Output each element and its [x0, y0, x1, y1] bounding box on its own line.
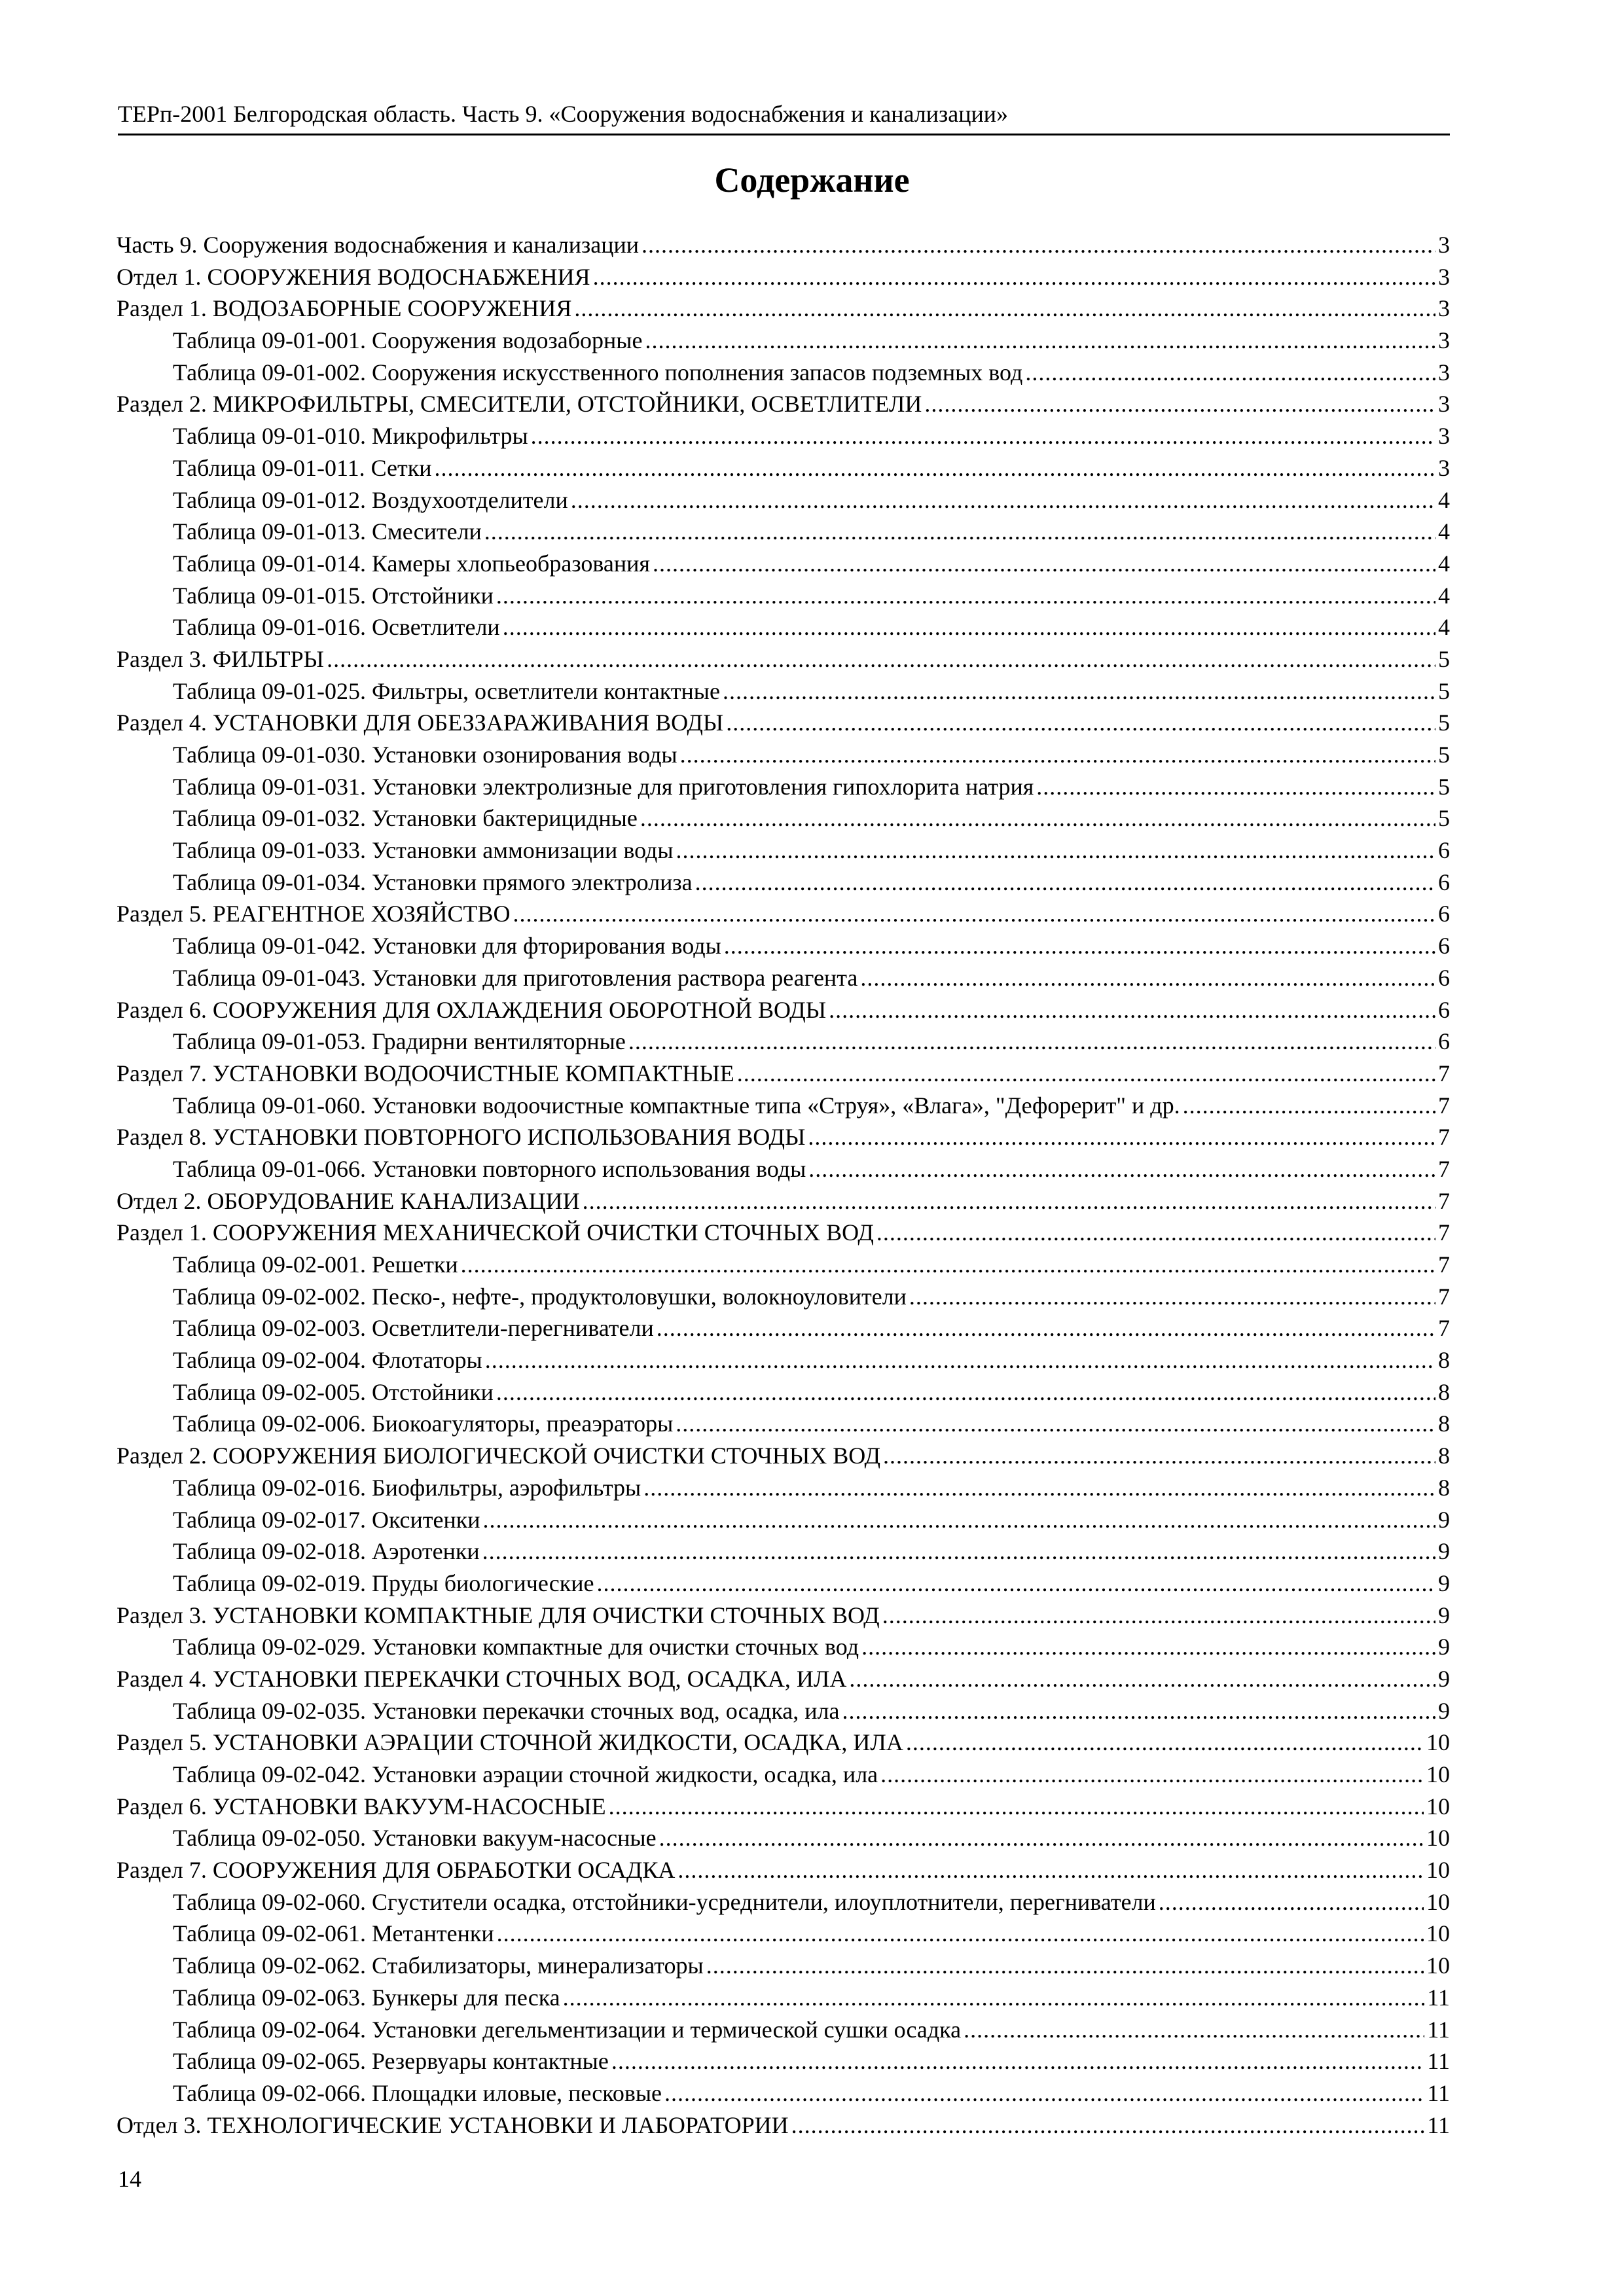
- toc-entry-table[interactable]: [117, 1759, 1450, 1791]
- toc-entry-title: Таблица 09-01-042. Установки для фторирования воды: [173, 933, 721, 960]
- toc-entry-table[interactable]: [117, 548, 1450, 580]
- toc-leader-dots: [723, 675, 1435, 708]
- toc-leader-dots: [737, 1058, 1435, 1090]
- toc-entry-page: 9: [1438, 1570, 1450, 1596]
- toc-entry-title: Раздел 1. ВОДОЗАБОРНЫЕ СООРУЖЕНИЯ: [117, 295, 572, 322]
- toc-entry-page: 10: [1426, 1888, 1450, 1915]
- toc-entry-table[interactable]: [117, 2014, 1450, 2046]
- toc-entry-section[interactable]: [117, 1121, 1450, 1153]
- toc-entry-page: 5: [1438, 773, 1450, 800]
- toc-leader-dots: [706, 1950, 1424, 1982]
- toc-entry-page: 11: [1427, 2016, 1450, 2043]
- toc-entry-page: 7: [1438, 1060, 1450, 1086]
- toc-leader-dots: [643, 1472, 1435, 1504]
- toc-leader-dots: [849, 1663, 1435, 1695]
- toc-entry-page: 8: [1438, 1443, 1450, 1469]
- toc-leader-dots: [726, 707, 1435, 739]
- toc-entry-section[interactable]: [117, 229, 1450, 261]
- toc-leader-dots: [435, 452, 1435, 484]
- toc-entry-section[interactable]: [117, 1217, 1450, 1249]
- toc-leader-dots: [906, 1727, 1424, 1759]
- toc-leader-dots: [583, 1185, 1435, 1217]
- toc-leader-dots: [829, 994, 1435, 1026]
- toc-entry-page: 5: [1438, 709, 1450, 736]
- toc-entry-page: 11: [1427, 2079, 1450, 2106]
- toc-leader-dots: [659, 1822, 1424, 1854]
- toc-entry-page: 8: [1438, 1347, 1450, 1374]
- toc-entry-title: Таблица 09-01-043. Установки для приготовления раствора реагента: [173, 964, 858, 991]
- toc-leader-dots: [513, 898, 1435, 930]
- toc-entry-table[interactable]: [117, 1408, 1450, 1440]
- toc-entry-section[interactable]: [117, 2109, 1450, 2142]
- toc-entry-title: Таблица 09-02-001. Решетки: [173, 1251, 458, 1278]
- toc-entry-title: Таблица 09-01-002. Сооружения искусственного пополнения запасов подземных вод: [173, 359, 1023, 386]
- toc-leader-dots: [628, 1026, 1435, 1058]
- toc-entry-title: Таблица 09-02-016. Биофильтры, аэрофильтры: [173, 1474, 641, 1501]
- toc-entry-page: 9: [1438, 1665, 1450, 1692]
- toc-leader-dots: [695, 867, 1435, 899]
- toc-entry-page: 10: [1426, 1952, 1450, 1979]
- toc-entry-page: 9: [1438, 1538, 1450, 1565]
- toc-leader-dots: [964, 2014, 1424, 2046]
- toc-entry-title: Таблица 09-02-003. Осветлители-перегниватели: [173, 1315, 654, 1342]
- toc-leader-dots: [503, 611, 1435, 643]
- toc-entry-page: 8: [1438, 1378, 1450, 1405]
- toc-leader-dots: [531, 420, 1435, 452]
- toc-leader-dots: [842, 1695, 1435, 1727]
- toc-entry-title: Таблица 09-01-034. Установки прямого электролиза: [173, 869, 693, 895]
- toc-entry-title: Таблица 09-01-001. Сооружения водозаборные: [173, 327, 643, 354]
- toc-leader-dots: [1036, 771, 1435, 803]
- toc-entry-section[interactable]: [117, 707, 1450, 739]
- toc-leader-dots: [676, 834, 1435, 867]
- toc-entry-title: Таблица 09-02-050. Установки вакуум-насосные: [173, 1825, 657, 1852]
- toc-leader-dots: [497, 1918, 1424, 1950]
- toc-entry-table[interactable]: [117, 2045, 1450, 2077]
- toc-entry-page: 4: [1438, 486, 1450, 513]
- toc-entry-title: Таблица 09-02-002. Песко-, нефте-, продуктоловушки, волокноуловители: [173, 1283, 907, 1310]
- toc-leader-dots: [641, 229, 1435, 261]
- toc-entry-table[interactable]: [117, 675, 1450, 708]
- toc-entry-title: Таблица 09-01-012. Воздухоотделители: [173, 486, 568, 513]
- toc-entry-table[interactable]: [117, 739, 1450, 771]
- toc-entry-title: Раздел 3. УСТАНОВКИ КОМПАКТНЫЕ ДЛЯ ОЧИСТКИ СТОЧНЫХ ВОД: [117, 1602, 880, 1628]
- toc-entry-table[interactable]: [117, 611, 1450, 643]
- toc-entry-section[interactable]: [117, 388, 1450, 420]
- toc-entry-title: Таблица 09-02-019. Пруды биологические: [173, 1570, 594, 1596]
- toc-entry-page: 7: [1438, 1092, 1450, 1119]
- toc-leader-dots: [485, 1344, 1435, 1376]
- toc-entry-title: Отдел 3. ТЕХНОЛОГИЧЕСКИЕ УСТАНОВКИ И ЛАБОРАТОРИИ: [117, 2111, 789, 2138]
- toc-entry-page: 6: [1438, 837, 1450, 864]
- toc-leader-dots: [1159, 1886, 1424, 1918]
- table-of-contents: [117, 229, 1450, 2141]
- toc-entry-table[interactable]: [117, 867, 1450, 899]
- toc-entry-page: 7: [1438, 1124, 1450, 1151]
- page-number: 14: [118, 2166, 141, 2192]
- toc-leader-dots: [677, 1854, 1424, 1886]
- toc-entry-table[interactable]: [117, 1886, 1450, 1918]
- toc-leader-dots: [861, 1631, 1435, 1663]
- toc-entry-title: Таблица 09-02-005. Отстойники: [173, 1378, 494, 1405]
- toc-entry-table[interactable]: [117, 516, 1450, 548]
- toc-entry-page: 6: [1438, 996, 1450, 1023]
- toc-entry-title: Таблица 09-01-016. Осветлители: [173, 614, 500, 641]
- toc-entry-page: 5: [1438, 645, 1450, 672]
- toc-entry-title: Раздел 1. СООРУЖЕНИЯ МЕХАНИЧЕСКОЙ ОЧИСТКИ СТОЧНЫХ ВОД: [117, 1219, 874, 1246]
- toc-leader-dots: [563, 1982, 1425, 2014]
- toc-leader-dots: [882, 1600, 1435, 1632]
- toc-entry-table[interactable]: [117, 1631, 1450, 1663]
- toc-entry-page: 4: [1438, 582, 1450, 609]
- toc-entry-table[interactable]: [117, 484, 1450, 516]
- toc-entry-table[interactable]: [117, 962, 1450, 994]
- toc-entry-title: Таблица 09-02-035. Установки перекачки сточных вод, осадка, ила: [173, 1697, 840, 1724]
- toc-entry-section[interactable]: [117, 994, 1450, 1026]
- toc-leader-dots: [609, 1791, 1424, 1823]
- toc-entry-page: 4: [1438, 614, 1450, 641]
- toc-entry-table[interactable]: [117, 325, 1450, 357]
- toc-entry-table[interactable]: [117, 1918, 1450, 1950]
- toc-entry-table[interactable]: [117, 1026, 1450, 1058]
- toc-entry-page: 3: [1438, 327, 1450, 354]
- toc-entry-title: Таблица 09-01-014. Камеры хлопьеобразования: [173, 550, 650, 577]
- toc-leader-dots: [883, 1440, 1435, 1472]
- toc-entry-title: Таблица 09-01-025. Фильтры, осветлители контактные: [173, 677, 720, 704]
- toc-entry-table[interactable]: [117, 1090, 1450, 1122]
- running-header: ТЕРп-2001 Белгородская область. Часть 9. «Сооружения водоснабжения и канализации»: [118, 98, 1450, 135]
- toc-leader-dots: [808, 1153, 1435, 1185]
- toc-leader-dots: [808, 1121, 1435, 1153]
- toc-entry-title: Раздел 3. ФИЛЬТРЫ: [117, 645, 325, 672]
- toc-leader-dots: [611, 2045, 1425, 2077]
- toc-entry-table[interactable]: [117, 1472, 1450, 1504]
- toc-entry-page: 8: [1438, 1410, 1450, 1437]
- toc-leader-dots: [1025, 357, 1435, 389]
- toc-entry-page: 3: [1438, 359, 1450, 386]
- toc-entry-page: 5: [1438, 742, 1450, 768]
- toc-entry-page: 9: [1438, 1697, 1450, 1724]
- toc-leader-dots: [860, 962, 1435, 994]
- toc-entry-title: Таблица 09-01-010. Микрофильтры: [173, 423, 528, 450]
- toc-entry-title: Таблица 09-02-064. Установки дегельментизации и термической сушки осадка: [173, 2016, 962, 2043]
- toc-entry-page: 5: [1438, 677, 1450, 704]
- toc-entry-table[interactable]: [117, 357, 1450, 389]
- toc-leader-dots: [676, 1408, 1435, 1440]
- toc-entry-page: 3: [1438, 454, 1450, 481]
- toc-entry-page: 3: [1438, 295, 1450, 322]
- toc-entry-section[interactable]: [117, 1663, 1450, 1695]
- toc-entry-page: 6: [1438, 869, 1450, 895]
- toc-entry-section[interactable]: [117, 1854, 1450, 1886]
- toc-entry-page: 9: [1438, 1602, 1450, 1628]
- toc-leader-dots: [680, 739, 1435, 771]
- toc-entry-table[interactable]: [117, 1695, 1450, 1727]
- toc-entry-title: Таблица 09-02-060. Сгустители осадка, отстойники-усреднители, илоуплотнители, перегниватели: [173, 1888, 1156, 1915]
- toc-entry-page: 10: [1426, 1920, 1450, 1947]
- toc-entry-table[interactable]: [117, 1950, 1450, 1982]
- toc-leader-dots: [597, 1568, 1436, 1600]
- toc-entry-title: Таблица 09-02-066. Площадки иловые, песковые: [173, 2079, 662, 2106]
- toc-entry-title: Таблица 09-02-017. Окситенки: [173, 1506, 480, 1533]
- toc-entry-title: Таблица 09-02-018. Аэротенки: [173, 1538, 480, 1565]
- toc-entry-title: Часть 9. Сооружения водоснабжения и канализации: [117, 232, 640, 258]
- toc-entry-table[interactable]: [117, 452, 1450, 484]
- toc-entry-title: Таблица 09-01-033. Установки аммонизации воды: [173, 837, 674, 864]
- toc-entry-page: 7: [1438, 1219, 1450, 1246]
- toc-entry-section[interactable]: [117, 898, 1450, 930]
- toc-leader-dots: [496, 580, 1435, 612]
- toc-leader-dots: [909, 1281, 1435, 1313]
- toc-entry-page: 7: [1438, 1187, 1450, 1214]
- toc-entry-title: Раздел 5. РЕАГЕНТНОЕ ХОЗЯЙСТВО: [117, 901, 511, 927]
- toc-entry-section[interactable]: [117, 261, 1450, 293]
- toc-entry-page: 7: [1438, 1283, 1450, 1310]
- toc-entry-title: Таблица 09-02-063. Бункеры для песка: [173, 1984, 560, 2011]
- toc-entry-title: Таблица 09-01-032. Установки бактерицидные: [173, 805, 638, 832]
- toc-entry-table[interactable]: [117, 1281, 1450, 1313]
- toc-entry-table[interactable]: [117, 930, 1450, 962]
- toc-entry-title: Таблица 09-02-062. Стабилизаторы, минерализаторы: [173, 1952, 704, 1979]
- toc-entry-title: Таблица 09-01-060. Установки водоочистные компактные типа «Струя», «Влага», "Дефорерит" и др.: [173, 1092, 1180, 1119]
- toc-entry-title: Таблица 09-02-004. Флотаторы: [173, 1347, 482, 1374]
- toc-entry-page: 11: [1427, 2048, 1450, 2075]
- toc-leader-dots: [574, 293, 1435, 325]
- toc-entry-table[interactable]: [117, 834, 1450, 867]
- toc-entry-page: 3: [1438, 263, 1450, 290]
- toc-entry-section[interactable]: [117, 1600, 1450, 1632]
- toc-leader-dots: [482, 1535, 1435, 1568]
- toc-leader-dots: [924, 388, 1435, 420]
- toc-leader-dots: [483, 1504, 1435, 1536]
- toc-entry-section[interactable]: [117, 1185, 1450, 1217]
- toc-entry-section[interactable]: [117, 1440, 1450, 1472]
- toc-entry-title: Таблица 09-01-066. Установки повторного использования воды: [173, 1155, 806, 1182]
- toc-leader-dots: [791, 2109, 1425, 2142]
- toc-entry-page: 6: [1438, 1028, 1450, 1055]
- toc-entry-title: Раздел 7. СООРУЖЕНИЯ ДЛЯ ОБРАБОТКИ ОСАДКА: [117, 1857, 676, 1884]
- toc-entry-title: Раздел 4. УСТАНОВКИ ДЛЯ ОБЕЗЗАРАЖИВАНИЯ ВОДЫ: [117, 709, 724, 736]
- toc-entry-page: 7: [1438, 1251, 1450, 1278]
- toc-leader-dots: [645, 325, 1435, 357]
- toc-entry-table[interactable]: [117, 802, 1450, 834]
- toc-entry-page: 11: [1427, 1984, 1450, 2011]
- toc-leader-dots: [484, 516, 1435, 548]
- toc-leader-dots: [653, 548, 1435, 580]
- toc-entry-title: Таблица 09-02-065. Резервуары контактные: [173, 2048, 609, 2075]
- toc-entry-table[interactable]: [117, 1249, 1450, 1281]
- toc-entry-page: 9: [1438, 1634, 1450, 1660]
- toc-entry-table[interactable]: [117, 771, 1450, 803]
- toc-entry-title: Таблица 09-02-029. Установки компактные для очистки сточных вод: [173, 1634, 859, 1660]
- toc-entry-section[interactable]: [117, 643, 1450, 675]
- toc-leader-dots: [876, 1217, 1435, 1249]
- toc-entry-table[interactable]: [117, 1153, 1450, 1185]
- toc-entry-title: Раздел 2. СООРУЖЕНИЯ БИОЛОГИЧЕСКОЙ ОЧИСТКИ СТОЧНЫХ ВОД: [117, 1443, 881, 1469]
- toc-entry-table[interactable]: [117, 1376, 1450, 1408]
- toc-entry-title: Раздел 8. УСТАНОВКИ ПОВТОРНОГО ИСПОЛЬЗОВАНИЯ ВОДЫ: [117, 1124, 806, 1151]
- toc-entry-table[interactable]: [117, 1535, 1450, 1568]
- toc-entry-title: Таблица 09-02-042. Установки аэрации сточной жидкости, осадка, ила: [173, 1761, 878, 1787]
- toc-entry-page: 7: [1438, 1155, 1450, 1182]
- toc-entry-page: 3: [1438, 423, 1450, 450]
- toc-entry-table[interactable]: [117, 580, 1450, 612]
- toc-entry-title: Раздел 5. УСТАНОВКИ АЭРАЦИИ СТОЧНОЙ ЖИДКОСТИ, ОСАДКА, ИЛА: [117, 1729, 903, 1756]
- toc-entry-page: 5: [1438, 805, 1450, 832]
- toc-entry-page: 4: [1438, 518, 1450, 545]
- toc-entry-page: 10: [1426, 1729, 1450, 1756]
- toc-entry-title: Раздел 6. УСТАНОВКИ ВАКУУМ-НАСОСНЫЕ: [117, 1793, 606, 1820]
- toc-entry-table[interactable]: [117, 2077, 1450, 2109]
- toc-leader-dots: [571, 484, 1435, 516]
- toc-entry-page: 8: [1438, 1474, 1450, 1501]
- toc-entry-page: 6: [1438, 901, 1450, 927]
- toc-leader-dots: [657, 1312, 1435, 1344]
- toc-leader-dots: [880, 1759, 1424, 1791]
- toc-entry-title: Таблица 09-01-053. Градирни вентиляторные: [173, 1028, 626, 1055]
- toc-entry-table[interactable]: [117, 420, 1450, 452]
- toc-entry-title: Раздел 4. УСТАНОВКИ ПЕРЕКАЧКИ СТОЧНЫХ ВОД, ОСАДКА, ИЛА: [117, 1665, 847, 1692]
- toc-entry-title: Таблица 09-01-011. Сетки: [173, 454, 432, 481]
- toc-entry-section[interactable]: [117, 1058, 1450, 1090]
- toc-entry-table[interactable]: [117, 1344, 1450, 1376]
- toc-entry-table[interactable]: [117, 1822, 1450, 1854]
- toc-entry-page: 4: [1438, 550, 1450, 577]
- toc-entry-title: Таблица 09-01-030. Установки озонирования воды: [173, 742, 677, 768]
- toc-entry-page: 9: [1438, 1506, 1450, 1533]
- toc-entry-title: Отдел 1. СООРУЖЕНИЯ ВОДОСНАБЖЕНИЯ: [117, 263, 590, 290]
- toc-entry-title: Раздел 2. МИКРОФИЛЬТРЫ, СМЕСИТЕЛИ, ОТСТОЙНИКИ, ОСВЕТЛИТЕЛИ: [117, 391, 922, 418]
- toc-entry-title: Раздел 6. СООРУЖЕНИЯ ДЛЯ ОХЛАЖДЕНИЯ ОБОРОТНОЙ ВОДЫ: [117, 996, 827, 1023]
- toc-leader-dots: [593, 261, 1435, 293]
- toc-entry-page: 6: [1438, 933, 1450, 960]
- toc-leader-dots: [461, 1249, 1435, 1281]
- toc-entry-table[interactable]: [117, 1982, 1450, 2014]
- toc-entry-section[interactable]: [117, 1727, 1450, 1759]
- toc-entry-page: 7: [1438, 1315, 1450, 1342]
- toc-entry-page: 11: [1427, 2111, 1450, 2138]
- toc-entry-title: Отдел 2. ОБОРУДОВАНИЕ КАНАЛИЗАЦИИ: [117, 1187, 580, 1214]
- toc-entry-title: Раздел 7. УСТАНОВКИ ВОДООЧИСТНЫЕ КОМПАКТНЫЕ: [117, 1060, 734, 1086]
- toc-entry-title: Таблица 09-01-015. Отстойники: [173, 582, 494, 609]
- toc-leader-dots: [664, 2077, 1424, 2109]
- toc-entry-page: 10: [1426, 1857, 1450, 1884]
- toc-entry-section[interactable]: [117, 1791, 1450, 1823]
- toc-entry-title: Таблица 09-01-013. Смесители: [173, 518, 482, 545]
- page-title: Содержание: [714, 160, 910, 200]
- toc-leader-dots: [496, 1376, 1435, 1408]
- toc-entry-title: Таблица 09-02-006. Биокоагуляторы, преаэраторы: [173, 1410, 674, 1437]
- toc-entry-page: 3: [1438, 391, 1450, 418]
- toc-entry-section[interactable]: [117, 293, 1450, 325]
- toc-entry-page: 6: [1438, 964, 1450, 991]
- toc-entry-table[interactable]: [117, 1312, 1450, 1344]
- toc-entry-page: 10: [1426, 1793, 1450, 1820]
- toc-entry-table[interactable]: [117, 1504, 1450, 1536]
- toc-entry-title: Таблица 09-02-061. Метантенки: [173, 1920, 494, 1947]
- toc-entry-title: Таблица 09-01-031. Установки электролизные для приготовления гипохлорита натрия: [173, 773, 1034, 800]
- toc-leader-dots: [724, 930, 1435, 962]
- toc-entry-page: 10: [1426, 1825, 1450, 1852]
- toc-leader-dots: [640, 802, 1435, 834]
- toc-entry-page: 3: [1438, 232, 1450, 258]
- toc-entry-table[interactable]: [117, 1568, 1450, 1600]
- toc-leader-dots: [1183, 1090, 1435, 1122]
- toc-leader-dots: [327, 643, 1435, 675]
- toc-entry-page: 10: [1426, 1761, 1450, 1787]
